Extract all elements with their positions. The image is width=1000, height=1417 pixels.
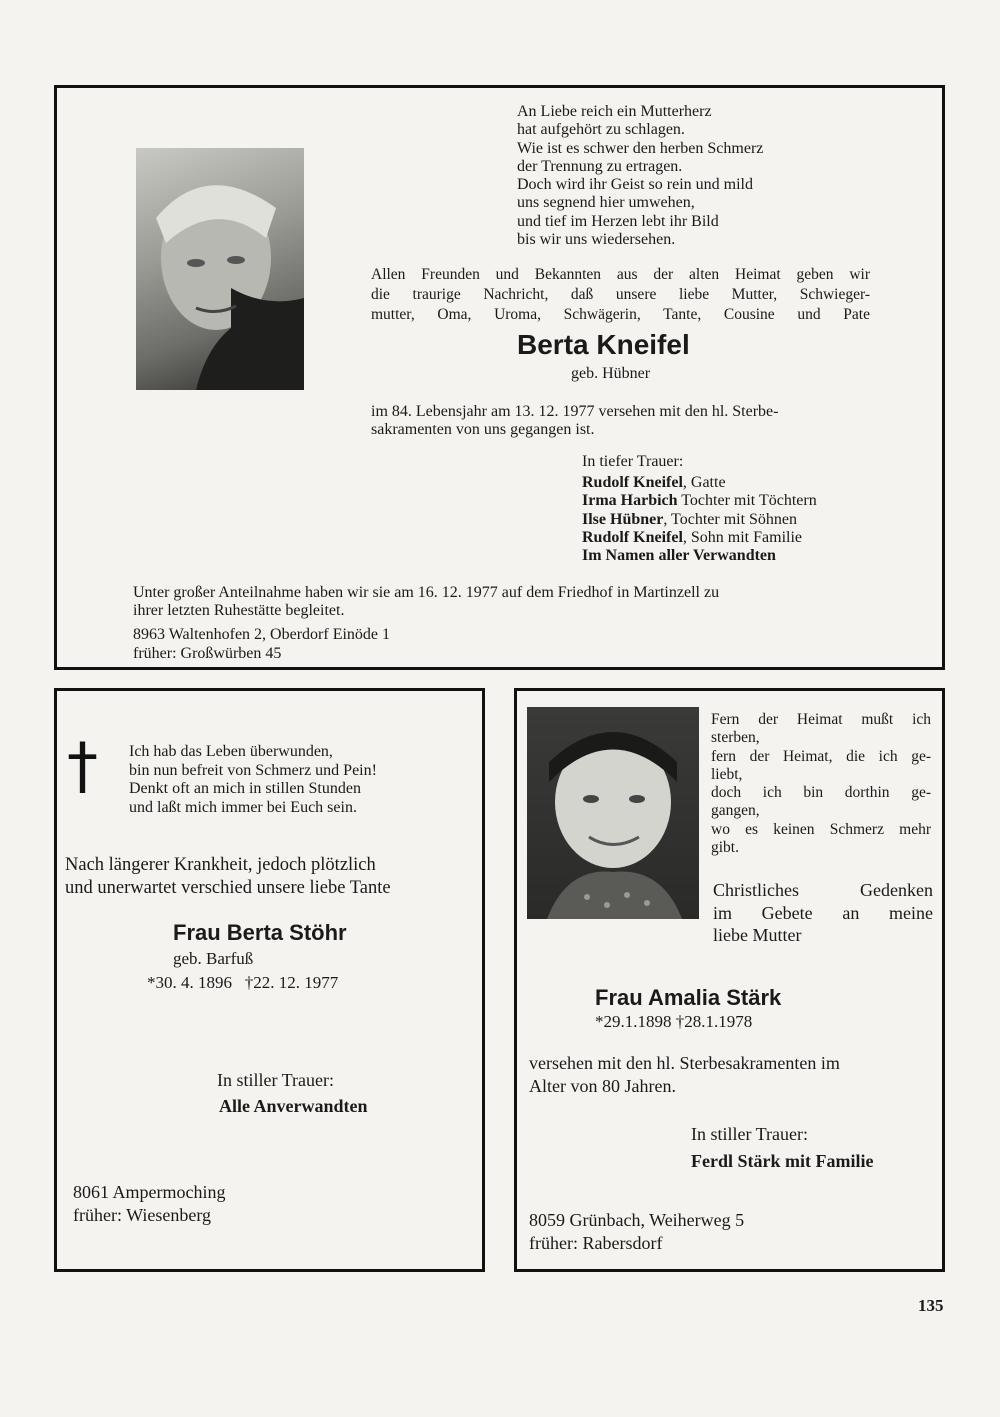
life-dates: *30. 4. 1896 †22. 12. 1977: [147, 973, 339, 992]
mourner-row: [582, 529, 817, 547]
poem-line: Doch wird ihr Geist so rein und mild: [517, 176, 753, 194]
burial-line: ihrer letzten Ruhestätte begleitet.: [133, 602, 345, 619]
burial-line: Unter großer Anteilnahme haben wir sie am 16. 12. 1977 auf dem Friedhof in Martinzell zu: [133, 584, 720, 601]
poem-line: uns segnend hier umwehen,: [517, 194, 695, 212]
mourner-name: Rudolf Kneifel: [582, 474, 683, 491]
poem-line: bis wir uns wiedersehen.: [517, 231, 676, 249]
poem-line: bin nun befreit von Schmerz und Pein!: [129, 761, 377, 779]
poem-berta-kneifel: [517, 103, 763, 249]
birth-name: geb. Hübner: [571, 365, 651, 382]
mourner-row: [582, 474, 817, 492]
poem-line: und laßt mich immer bei Euch sein.: [129, 798, 357, 816]
poem-line: und tief im Herzen lebt ihr Bild: [517, 212, 719, 230]
birth-name: geb. Barfuß: [173, 949, 254, 968]
portrait-icon: [136, 148, 304, 390]
remembrance-line: liebe Mutter: [713, 925, 802, 945]
death-info-line: sakramenten von uns gegangen ist.: [371, 421, 595, 438]
poem-berta-stoehr: [129, 743, 377, 817]
mourner-relation: Tochter mit Töchtern: [677, 492, 817, 510]
address: [529, 1209, 744, 1255]
intro-line: Nach längerer Krankheit, jedoch plötzlich: [65, 855, 376, 875]
death-info: [371, 403, 778, 439]
mourner-relation: , Sohn mit Familie: [682, 528, 803, 546]
address-line: früher: Großwürben 45: [133, 645, 282, 662]
page-number: 135: [918, 1296, 944, 1315]
burial-info: [133, 584, 719, 620]
remembrance-line: Christliches Gedenken: [713, 880, 933, 900]
mourning-label: In tiefer Trauer:: [582, 453, 684, 470]
remembrance-text: [713, 879, 933, 947]
portrait-icon: [527, 707, 699, 919]
poem-line: Denkt oft an mich in stillen Stunden: [129, 780, 361, 797]
obituary-amalia-staerk: [514, 688, 945, 1272]
mourner-relation: , Tochter mit Söhnen: [663, 510, 798, 528]
mourner-relation: , Gatte: [682, 474, 726, 491]
death-info-line: im 84. Lebensjahr am 13. 12. 1977 versehen mit den hl. Sterbe-: [371, 403, 779, 420]
intro-line: und unerwartet verschied unsere liebe Tante: [65, 878, 391, 898]
announcement-intro: [65, 854, 391, 900]
deceased-name: Frau Berta Stöhr: [173, 920, 347, 945]
intro-line: mutter, Oma, Uroma, Schwägerin, Tante, Cousine und Pate: [371, 306, 870, 323]
poem-line: sterben,: [711, 729, 760, 747]
mourner-name: Rudolf Kneifel: [582, 528, 683, 546]
poem-line: An Liebe reich ein Mutterherz: [517, 103, 712, 120]
address-line: 8061 Ampermoching: [73, 1182, 226, 1202]
address-line: früher: Wiesenberg: [73, 1205, 212, 1225]
poem-line: liebt,: [711, 765, 743, 783]
poem-line: gangen,: [711, 802, 760, 820]
cross-icon: †: [67, 729, 98, 802]
poem-line: gibt.: [711, 839, 739, 857]
death-info-line: versehen mit den hl. Sterbesakramenten im: [529, 1053, 840, 1073]
death-info-line: Alter von 80 Jahren.: [529, 1076, 676, 1096]
poem-line: doch ich bin dorthin ge-: [711, 784, 931, 802]
obituary-berta-stoehr: [54, 688, 485, 1272]
mourner-name: Irma Harbich: [582, 492, 678, 510]
mourner-row: [582, 492, 817, 510]
address-line: früher: Rabersdorf: [529, 1233, 663, 1253]
poem-line: der Trennung zu ertragen.: [517, 157, 683, 175]
mourner-row: [582, 511, 817, 529]
deceased-name: Berta Kneifel: [517, 329, 690, 360]
deceased-name: Frau Amalia Stärk: [595, 985, 782, 1010]
portrait-photo-amalia-staerk: [527, 707, 699, 919]
mourner-name: Im Namen aller Verwandten: [582, 547, 776, 565]
remembrance-line: im Gebete an meine: [713, 902, 933, 923]
portrait-photo-berta-kneifel: [136, 148, 304, 390]
obituary-berta-kneifel: [54, 85, 945, 670]
poem-amalia-staerk: [711, 711, 931, 857]
poem-line: wo es keinen Schmerz mehr: [711, 820, 931, 838]
intro-line: Allen Freunden und Bekannten aus der alten Heimat geben wir: [371, 266, 870, 283]
death-info: [529, 1052, 840, 1098]
mourners: Alle Anverwandten: [219, 1096, 368, 1116]
mourners-list: [582, 474, 817, 565]
mourner-row: [582, 547, 817, 565]
intro-line: die traurige Nachricht, daß unsere liebe Mutter, Schwieger-: [371, 286, 870, 303]
address: [133, 625, 390, 663]
poem-line: hat aufgehört zu schlagen.: [517, 121, 685, 139]
poem-line: Fern der Heimat mußt ich: [711, 711, 931, 728]
mourning-label: In stiller Trauer:: [217, 1070, 334, 1090]
address-line: 8963 Waltenhofen 2, Oberdorf Einöde 1: [133, 626, 391, 643]
address: [73, 1181, 225, 1227]
poem-line: Ich hab das Leben überwunden,: [129, 743, 333, 760]
poem-line: fern der Heimat, die ich ge-: [711, 747, 931, 765]
mourners: Ferdl Stärk mit Familie: [691, 1151, 874, 1171]
mourner-name: Ilse Hübner: [582, 510, 664, 528]
poem-line: Wie ist es schwer den herben Schmerz: [517, 139, 764, 157]
announcement-intro: [371, 265, 870, 325]
mourning-label: In stiller Trauer:: [691, 1124, 808, 1144]
address-line: 8059 Grünbach, Weiherweg 5: [529, 1210, 745, 1230]
life-dates: *29.1.1898 †28.1.1978: [595, 1012, 753, 1031]
